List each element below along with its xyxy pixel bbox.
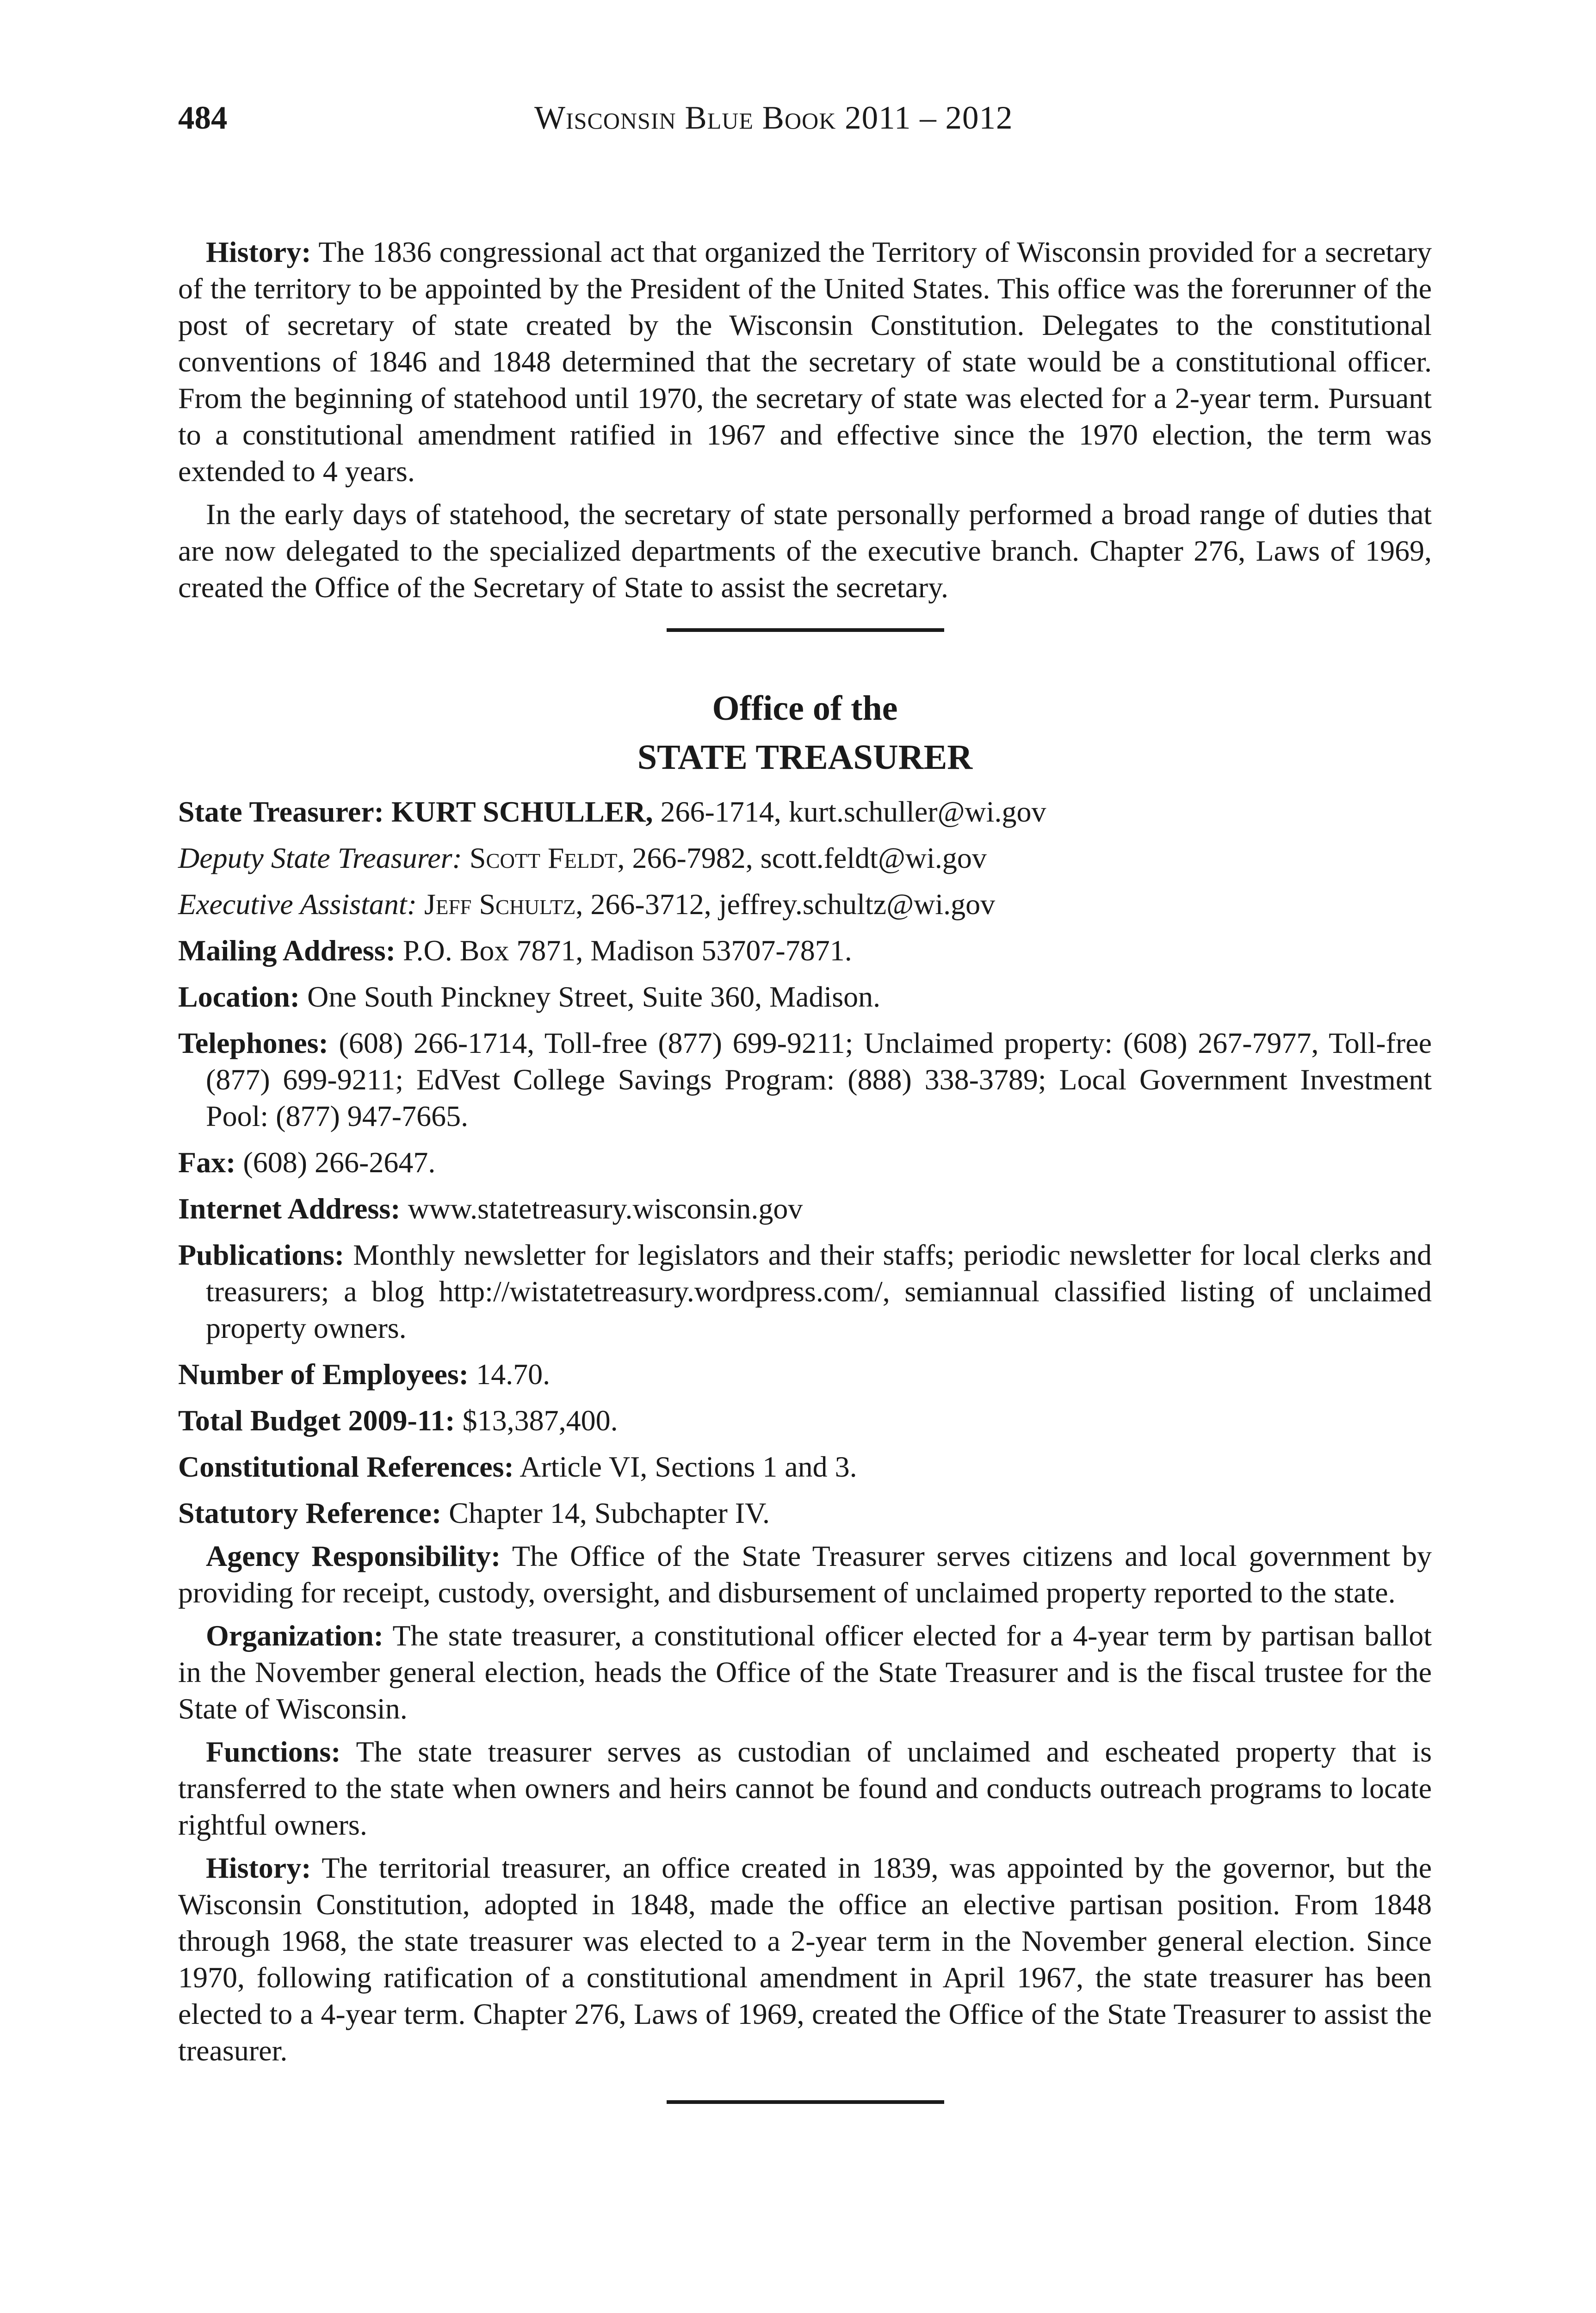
constitutional-entry	[178, 1448, 1432, 1485]
fax-entry	[178, 1144, 1432, 1181]
responsibility-paragraph	[178, 1538, 1432, 1611]
responsibility-label: Agency Responsibility:	[206, 1540, 501, 1572]
location-entry	[178, 978, 1432, 1015]
treasurer-history-paragraph	[178, 1849, 1432, 2069]
publications-label: Publications:	[178, 1238, 345, 1271]
section-divider	[667, 2100, 944, 2104]
employees-value: 14.70.	[469, 1358, 551, 1391]
constitutional-label: Constitutional References:	[178, 1450, 514, 1483]
telephones-label: Telephones:	[178, 1027, 328, 1059]
secretary-history-paragraph	[178, 234, 1432, 489]
deputy-entry	[178, 840, 1432, 876]
secretary-history-label: History:	[206, 235, 311, 268]
page-number: 484	[178, 100, 228, 136]
statutory-entry	[178, 1495, 1432, 1531]
budget-label: Total Budget 2009-11:	[178, 1404, 455, 1437]
organization-value: The state treasurer, a constitutional officer elected for a 4-year term by partisan ballot in the November general election, heads the Office of the State Treasurer and is the fiscal trustee for the State of Wisconsin.	[178, 1619, 1432, 1725]
deputy-name: Scott Feldt	[469, 841, 618, 874]
functions-paragraph	[178, 1733, 1432, 1843]
internet-value: www.statetreasury.wisconsin.gov	[400, 1192, 803, 1225]
budget-entry	[178, 1402, 1432, 1439]
organization-label: Organization:	[206, 1619, 384, 1652]
treasurer-entry	[178, 793, 1432, 830]
treasurer-directory	[178, 793, 1432, 2069]
responsibility-value: The Office of the State Treasurer serves citizens and local government by providing for receipt, custody, oversight, and disbursement of unclaimed property reported to the state.	[178, 1540, 1432, 1609]
telephones-entry	[178, 1025, 1432, 1134]
publications-entry	[178, 1237, 1432, 1346]
functions-label: Functions:	[206, 1735, 341, 1768]
treasurer-name: KURT SCHULLER,	[391, 795, 653, 828]
deputy-label: Deputy State Treasurer:	[178, 841, 462, 874]
location-label: Location:	[178, 980, 300, 1013]
secretary-history-section	[178, 234, 1432, 606]
internet-entry	[178, 1190, 1432, 1227]
internet-label: Internet Address:	[178, 1192, 401, 1225]
treasurer-heading	[178, 684, 1432, 782]
mailing-address-entry	[178, 932, 1432, 969]
treasurer-history-label: History:	[206, 1851, 311, 1884]
fax-value: (608) 266-2647.	[235, 1146, 436, 1179]
mailing-value: P.O. Box 7871, Madison 53707-7871.	[396, 934, 852, 967]
running-head	[178, 90, 1432, 146]
section-divider	[667, 628, 944, 632]
assistant-contact: , 266-3712, jeffrey.schultz@wi.gov	[575, 888, 996, 921]
secretary-history-text: The 1836 congressional act that organized the Territory of Wisconsin provided for a secretary of the territory to be appointed by the President of the United States. This office was the forerunner of the post of secretary of state created by the Wisconsin Constitution. Delegates to the constitutional conventions of 1846 and 1848 determined that the secretary of state would be a constitutional officer. From the beginning of statehood until 1970, the secretary of state was elected for a 2-year term. Pursuant to a constitutional amendment ratified in 1967 and effective since the 1970 election, the term was extended to 4 years.	[178, 235, 1432, 488]
publications-value: Monthly newsletter for legislators and their staffs; periodic newsletter for local clerks and treasurers; a blog http://wistatetreasury.wordpress.com/, semiannual classified listing of unclaimed property owners.	[206, 1238, 1432, 1344]
treasurer-history-value: The territorial treasurer, an office created in 1839, was appointed by the governor, but the Wisconsin Constitution, adopted in 1848, made the office an elective partisan position. From 1848 through 1968, the state treasurer was elected to a 2-year term in the November general election. Since 1970, following ratification of a constitutional amendment in April 1967, the state treasurer has been elected to a 4-year term. Chapter 276, Laws of 1969, created the Office of the State Treasurer to assist the treasurer.	[178, 1851, 1432, 2067]
treasurer-heading-line1: Office of the	[712, 689, 898, 728]
employees-entry	[178, 1356, 1432, 1392]
treasurer-label: State Treasurer:	[178, 795, 384, 828]
constitutional-value: Article VI, Sections 1 and 3.	[513, 1450, 857, 1483]
location-value: One South Pinckney Street, Suite 360, Madison.	[300, 980, 881, 1013]
treasurer-contact: 266-1714, kurt.schuller@wi.gov	[653, 795, 1046, 828]
statutory-value: Chapter 14, Subchapter IV.	[441, 1497, 770, 1529]
functions-value: The state treasurer serves as custodian of unclaimed and escheated property that is transferred to the state when owners and heirs cannot be found and conducts outreach programs to locate rightful owners.	[178, 1735, 1432, 1841]
running-title: Wisconsin Blue Book 2011 – 2012	[534, 100, 1013, 136]
deputy-contact: , 266-7982, scott.feldt@wi.gov	[617, 841, 987, 874]
employees-label: Number of Employees:	[178, 1358, 469, 1391]
telephones-value: (608) 266-1714, Toll-free (877) 699-9211; Unclaimed property: (608) 267-7977, Toll-free (877) 699-9211; EdVest College Savings Program: (888) 338-3789; Local Government Investment Pool: (877) 947-7665.	[206, 1027, 1432, 1132]
assistant-name: Jeff Schultz	[424, 888, 576, 921]
statutory-label: Statutory Reference:	[178, 1497, 442, 1529]
assistant-entry	[178, 886, 1432, 922]
mailing-label: Mailing Address:	[178, 934, 396, 967]
secretary-early-days-paragraph: In the early days of statehood, the secretary of state personally performed a broad range of duties that are now delegated to the specialized departments of the executive branch. Chapter 276, Laws of 1969, created the Office of the Secretary of State to assist the secretary.	[178, 498, 1432, 604]
organization-paragraph	[178, 1617, 1432, 1727]
budget-value: $13,387,400.	[455, 1404, 618, 1437]
treasurer-heading-line2: STATE TREASURER	[637, 738, 973, 777]
assistant-label: Executive Assistant:	[178, 888, 417, 921]
fax-label: Fax:	[178, 1146, 236, 1179]
